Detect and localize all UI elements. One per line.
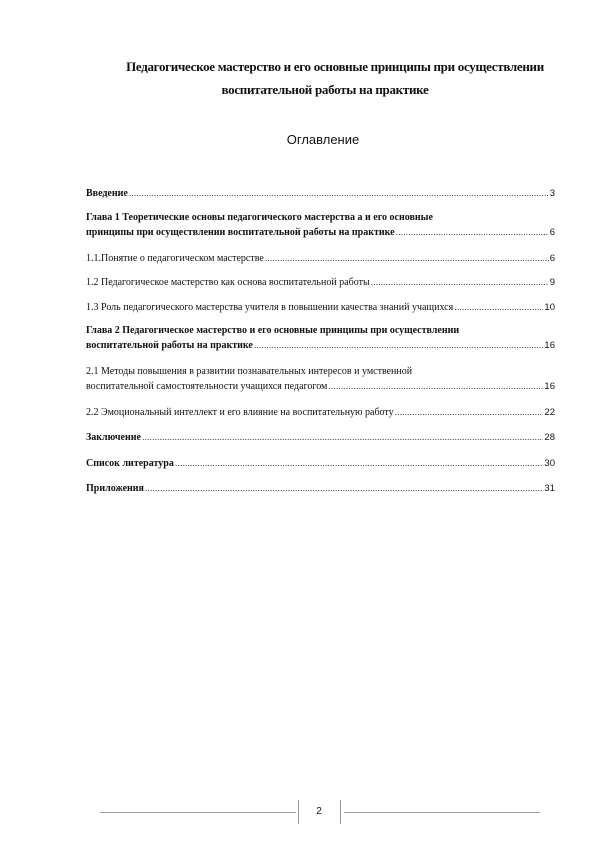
toc-entry-text: воспитательной работы на практике [86, 340, 253, 351]
toc-entry-text: 1.3 Роль педагогического мастерства учителя в повышении качества знаний учащихся [86, 302, 454, 313]
toc-entry-text: принципы при осуществлении воспитательной работы на практике [86, 227, 395, 238]
toc-entry-references[interactable] [86, 456, 555, 471]
toc-leader-dots [454, 300, 543, 314]
footer-rule-left [100, 812, 296, 813]
toc-entry-appendices[interactable] [86, 481, 555, 496]
toc-leader-dots [254, 338, 544, 352]
toc-leader-dots [129, 186, 549, 200]
toc-entry-text: Заключение [86, 432, 141, 443]
toc-entry-text: Введение [86, 188, 128, 199]
toc-entry-text: воспитательной самостоятельности учащихся педагогом [86, 381, 328, 392]
toc-entry-page: 28 [544, 432, 555, 443]
toc-entry-page: 6 [549, 253, 555, 264]
toc-entry-text: Приложения [86, 483, 144, 494]
toc-entry-section-1-3[interactable] [86, 300, 555, 315]
toc-entry-page: 10 [544, 302, 555, 313]
toc-entry-page: 16 [544, 340, 555, 351]
toc-entry-section-2-1[interactable] [86, 365, 555, 394]
toc-entry-page: 3 [549, 188, 555, 199]
toc-leader-dots [328, 379, 543, 393]
toc-entry-text-line1: 2.1 Методы повышения в развитии познавательных интересов и умственной [86, 366, 413, 377]
title-line-2: воспитательной работы на практике [221, 82, 429, 97]
toc-entry-page: 9 [549, 277, 555, 288]
toc-entry-text: 1.1.Понятие о педагогическом мастерстве [86, 253, 264, 264]
toc-entry-section-1-1[interactable] [86, 251, 555, 266]
toc-entry-page: 6 [549, 227, 555, 238]
toc-entry-page: 31 [544, 483, 555, 494]
toc-entry-text-line1: Глава 1 Теоретические основы педагогического мастерства а и его основные [86, 212, 433, 223]
toc-leader-dots [396, 225, 549, 239]
toc-entry-page: 30 [544, 458, 555, 469]
toc-entry-text: 2.2 Эмоциональный интеллект и его влияние на воспитательную работу [86, 407, 394, 418]
title-line-1: Педагогическое мастерство и его основные принципы при осуществлении [126, 59, 544, 74]
toc-entry-text-line1: Глава 2 Педагогическое мастерство и его основные принципы при осуществлении [86, 325, 460, 336]
footer-rule-right [344, 812, 540, 813]
toc-leader-dots [395, 405, 544, 419]
toc-entry-conclusion[interactable] [86, 430, 555, 445]
toc-leader-dots [142, 430, 543, 444]
toc-leader-dots [371, 275, 549, 289]
toc-entry-section-2-2[interactable] [86, 405, 555, 420]
toc-entry-chapter-1[interactable] [86, 211, 555, 240]
document-title [85, 55, 565, 101]
toc-entry-section-1-2[interactable] [86, 275, 555, 290]
toc-entry-introduction[interactable] [86, 186, 555, 201]
toc-leader-dots [145, 481, 543, 495]
toc-entry-text: 1.2 Педагогическое мастерство как основа воспитательной работы [86, 277, 370, 288]
toc-entry-text: Список литература [86, 458, 174, 469]
toc-leader-dots [175, 456, 544, 470]
toc-leader-dots [265, 251, 549, 265]
toc-entry-page: 22 [544, 407, 555, 418]
toc-entry-chapter-2[interactable] [86, 324, 555, 353]
toc-heading: Оглавление [286, 132, 360, 147]
page-number: 2 [316, 806, 322, 817]
toc-entry-page: 16 [544, 381, 555, 392]
